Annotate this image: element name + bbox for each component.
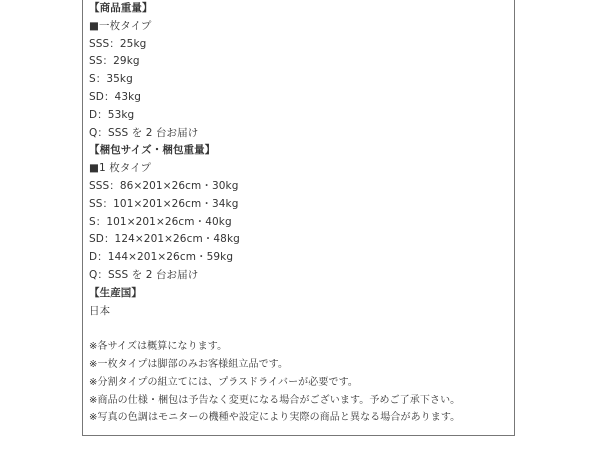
weight-item: SSS：25kg	[89, 37, 147, 50]
note-item: ※一枚タイプは脚部のみお客様組立品です。	[89, 358, 289, 370]
origin-heading: 【生産国】	[89, 286, 142, 299]
weight-item: D：53kg	[89, 108, 135, 121]
package-item: SD：124×201×26cm・48kg	[89, 233, 240, 246]
package-item: D：144×201×26cm・59kg	[89, 251, 234, 264]
note-item: ※各サイズは概算になります。	[89, 341, 228, 353]
weight-item: Q：SSS を 2 台お届け	[89, 126, 199, 139]
weight-item: SD：43kg	[89, 90, 142, 103]
weight-item: SS：29kg	[89, 55, 140, 68]
spacer	[89, 320, 509, 338]
product-spec-content	[89, 0, 509, 427]
package-item: SS：101×201×26cm・34kg	[89, 197, 239, 210]
origin-value: 日本	[89, 304, 111, 317]
package-heading: 【梱包サイズ・梱包重量】	[89, 144, 216, 157]
note-item: ※写真の色調はモニターの機種や設定により実際の商品と異なる場合があります。	[89, 412, 461, 424]
package-item: SSS：86×201×26cm・30kg	[89, 179, 239, 192]
note-item: ※商品の仕様・梱包は予告なく変更になる場合がございます。予めご了承下さい。	[89, 394, 461, 406]
note-item: ※分割タイプの組立てには、プラスドライバーが必要です。	[89, 376, 358, 388]
package-item: S：101×201×26cm・40kg	[89, 215, 232, 228]
package-type-label: ■1 枚タイプ	[89, 162, 152, 175]
weight-item: S：35kg	[89, 73, 133, 86]
weight-heading: 【商品重量】	[89, 2, 153, 14]
weight-type-label: ■一枚タイプ	[89, 19, 152, 32]
package-item: Q：SSS を 2 台お届け	[89, 268, 199, 281]
